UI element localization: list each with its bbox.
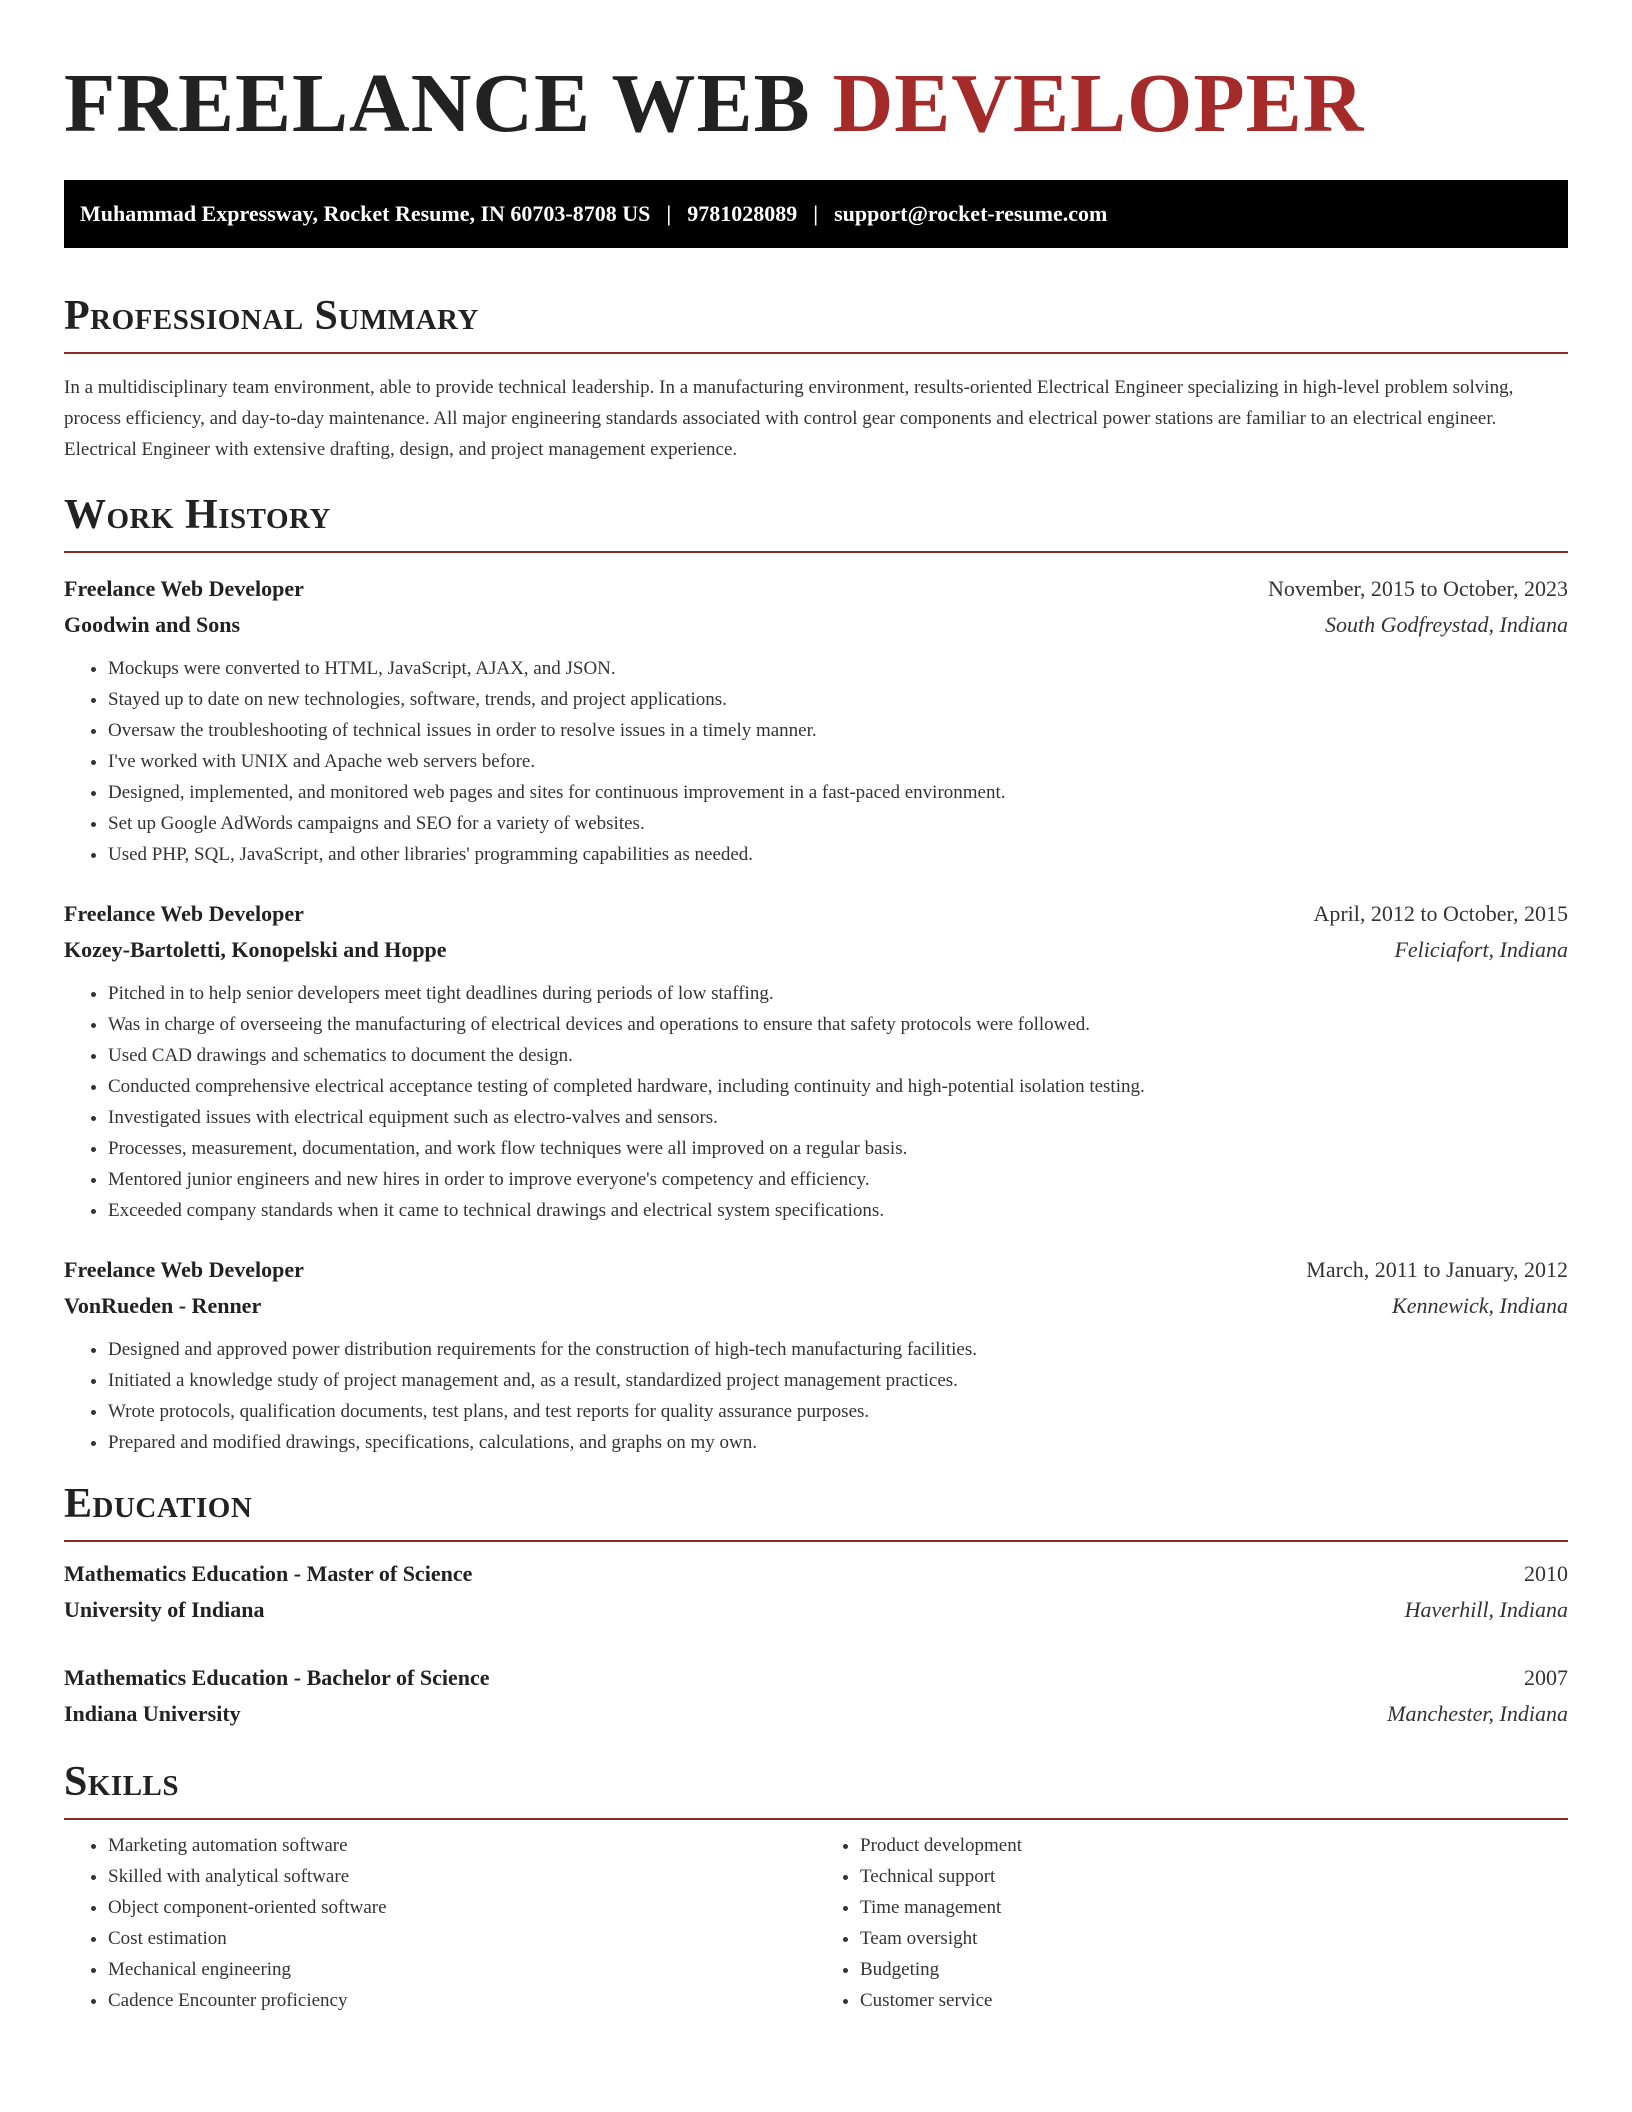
skills-heading: Skills xyxy=(64,1759,180,1805)
job-title: Freelance Web Developer xyxy=(64,901,304,926)
job-bullet: • I've worked with UNIX and Apache web servers before. xyxy=(108,746,1568,777)
education-entry xyxy=(64,1660,1568,1732)
summary-heading: Professional Summary xyxy=(64,293,479,339)
job-bullet: • Prepared and modified drawings, specifications, calculations, and graphs on my own. xyxy=(108,1427,1568,1458)
education-location: Haverhill, Indiana xyxy=(1404,1597,1568,1622)
skill-item: • Mechanical engineering xyxy=(108,1954,816,1985)
education-degree: Mathematics Education - Master of Science xyxy=(64,1561,473,1586)
job-bullet: • Designed, implemented, and monitored web pages and sites for continuous improvement in a fast-paced environment. xyxy=(108,777,1568,808)
education-school: Indiana University xyxy=(64,1701,241,1726)
job-dates: November, 2015 to October, 2023 xyxy=(1267,576,1568,601)
summary-section xyxy=(64,292,1568,465)
skill-item: • Product development xyxy=(860,1830,1568,1861)
job-bullet: • Pitched in to help senior developers meet tight deadlines during periods of low staffing. xyxy=(108,978,1568,1009)
contact-address: Muhammad Expressway, Rocket Resume, IN 60703-8708 US xyxy=(80,201,651,226)
job-bullet: • Processes, measurement, documentation, and work flow techniques were all improved on a regular basis. xyxy=(108,1133,1568,1164)
education-header-row xyxy=(64,1556,1568,1592)
education-year: 2007 xyxy=(1524,1665,1568,1690)
job-bullet: • Stayed up to date on new technologies, software, trends, and project applications. xyxy=(108,684,1568,715)
job-bullet: • Conducted comprehensive electrical acceptance testing of completed hardware, including continuity and high-potential isolation testing. xyxy=(108,1071,1568,1102)
education-header-row xyxy=(64,1660,1568,1696)
education-section xyxy=(64,1480,1568,1732)
skill-item: • Cost estimation xyxy=(108,1923,816,1954)
job-dates: March, 2011 to January, 2012 xyxy=(1306,1257,1568,1282)
skill-item: • Object component-oriented software xyxy=(108,1892,816,1923)
skill-item: • Team oversight xyxy=(860,1923,1568,1954)
skill-item: • Time management xyxy=(860,1892,1568,1923)
contact-phone: 9781028089 xyxy=(687,201,798,226)
education-school: University of Indiana xyxy=(64,1597,265,1622)
job-company-row xyxy=(64,1288,1568,1324)
job-bullet: • Was in charge of overseeing the manufacturing of electrical devices and operations to ensure that safety protocols were followed. xyxy=(108,1009,1568,1040)
education-location: Manchester, Indiana xyxy=(1387,1701,1568,1726)
job-header-row xyxy=(64,571,1568,607)
work-history-section xyxy=(64,491,1568,1458)
education-heading: Education xyxy=(64,1481,253,1527)
section-divider xyxy=(64,352,1568,354)
contact-email[interactable]: support@rocket-resume.com xyxy=(834,201,1108,226)
job-bullet: • Designed and approved power distribution requirements for the construction of high-tech manufacturing facilities. xyxy=(108,1334,1568,1365)
skill-item: • Budgeting xyxy=(860,1954,1568,1985)
job-company-row xyxy=(64,607,1568,643)
title-main: FREELANCE WEB xyxy=(64,57,811,150)
contact-separator: | xyxy=(666,201,672,226)
job-bullet: • Set up Google AdWords campaigns and SEO for a variety of websites. xyxy=(108,808,1568,839)
job-bullet: • Used PHP, SQL, JavaScript, and other libraries' programming capabilities as needed. xyxy=(108,839,1568,870)
skills-grid xyxy=(64,1820,1568,2016)
job-bullet-list xyxy=(64,978,1568,1226)
skill-item: • Customer service xyxy=(860,1985,1568,2016)
section-divider xyxy=(64,551,1568,553)
job-bullet: • Wrote protocols, qualification documents, test plans, and test reports for quality assurance purposes. xyxy=(108,1396,1568,1427)
job-location: Feliciafort, Indiana xyxy=(1394,937,1568,962)
job-location: Kennewick, Indiana xyxy=(1392,1293,1568,1318)
education-year: 2010 xyxy=(1524,1561,1568,1586)
skills-section xyxy=(64,1758,1568,2016)
job-location: South Godfreystad, Indiana xyxy=(1325,612,1568,637)
skill-item: • Technical support xyxy=(860,1861,1568,1892)
job-bullet-list xyxy=(64,1334,1568,1458)
work-history-heading: Work History xyxy=(64,492,331,538)
section-divider xyxy=(64,1540,1568,1542)
contact-bar xyxy=(64,180,1568,248)
job-title: Freelance Web Developer xyxy=(64,576,304,601)
resume-title xyxy=(64,0,1568,152)
contact-separator: | xyxy=(813,201,819,226)
skill-item: • Skilled with analytical software xyxy=(108,1861,816,1892)
job-bullet: • Oversaw the troubleshooting of technical issues in order to resolve issues in a timely manner. xyxy=(108,715,1568,746)
summary-text: In a multidisciplinary team environment, able to provide technical leadership. In a manufacturing environment, results-oriented Electrical Engineer specializing in high-level problem solving, process efficiency, and day-to-day maintenance. All major engineering standards associated with control gear components and electrical power stations are familiar to an electrical engineer. Electrical Engineer with extensive drafting, design, and project management experience. xyxy=(64,377,1514,460)
job-bullet: • Mentored junior engineers and new hires in order to improve everyone's competency and efficiency. xyxy=(108,1164,1568,1195)
job-bullet: • Used CAD drawings and schematics to document the design. xyxy=(108,1040,1568,1071)
job-company-row xyxy=(64,932,1568,968)
job-company: Kozey-Bartoletti, Konopelski and Hoppe xyxy=(64,937,447,962)
skill-item: • Cadence Encounter proficiency xyxy=(108,1985,816,2016)
skill-item: • Marketing automation software xyxy=(108,1830,816,1861)
job-entry xyxy=(64,896,1568,1226)
job-title: Freelance Web Developer xyxy=(64,1257,304,1282)
job-bullet: • Exceeded company standards when it came to technical drawings and electrical system specifications. xyxy=(108,1195,1568,1226)
job-company: VonRueden - Renner xyxy=(64,1293,262,1318)
skills-list-left xyxy=(64,1830,816,2016)
job-header-row xyxy=(64,896,1568,932)
job-dates: April, 2012 to October, 2015 xyxy=(1313,901,1568,926)
title-accent: DEVELOPER xyxy=(832,57,1365,150)
education-entry xyxy=(64,1556,1568,1628)
education-school-row xyxy=(64,1696,1568,1732)
job-company: Goodwin and Sons xyxy=(64,612,241,637)
education-school-row xyxy=(64,1592,1568,1628)
job-bullet: • Mockups were converted to HTML, JavaScript, AJAX, and JSON. xyxy=(108,653,1568,684)
job-bullet: • Initiated a knowledge study of project management and, as a result, standardized project management practices. xyxy=(108,1365,1568,1396)
skills-list-right xyxy=(816,1830,1568,2016)
job-bullet: • Investigated issues with electrical equipment such as electro-valves and sensors. xyxy=(108,1102,1568,1133)
education-degree: Mathematics Education - Bachelor of Science xyxy=(64,1665,490,1690)
job-entry xyxy=(64,1252,1568,1458)
job-header-row xyxy=(64,1252,1568,1288)
job-bullet-list xyxy=(64,653,1568,870)
job-entry xyxy=(64,571,1568,870)
